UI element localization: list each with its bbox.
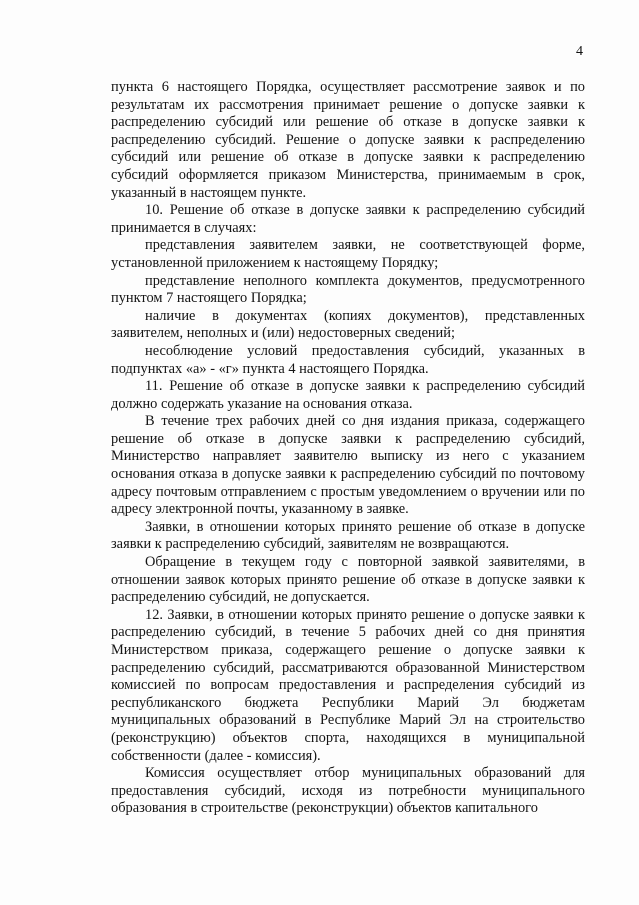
paragraph-case-invalid-data: наличие в документах (копиях документов), представленных заявителем, неполных и (или) недостоверных сведений; [111, 307, 585, 342]
paragraph-continuation: пункта 6 настоящего Порядка, осуществляет рассмотрение заявок и по результатам их рассмотрения принимает решение о допуске заявки к распределению субсидий или решение об отказе в допуске заявки к распределению субсидий. Решение о допуске заявки к распределению субсидий или решение об отказе в допуске заявки к распределению субсидий оформляется приказом Министерства, принимаемым в срок, указанный в настоящем пункте. [111, 79, 585, 201]
paragraph-commission: Комиссия осуществляет отбор муниципальных образований для предоставления субсидий, исходя из потребности муниципального образования в строительстве (реконструкции) объектов капитального [111, 765, 585, 817]
paragraph-case-form: представления заявителем заявки, не соответствующей форме, установленной приложением к настоящему Порядку; [111, 237, 585, 271]
paragraph-notification: В течение трех рабочих дней со дня издания приказа, содержащего решение об отказе в допуске заявки к распределению субсидий, Министерство направляет заявителю выписку из него с указанием основания отказа в допуске заявки к распределению субсидий по почтовому адресу почтовым отправлением с простым уведомлением о вручении или по адресу электронной почты, указанному в заявке. [111, 413, 585, 518]
paragraph-not-returned: Заявки, в отношении которых принято решение об отказе в допуске заявки к распределению субсидий, заявителям не возвращаются. [111, 518, 585, 553]
paragraph-item-12: 12. Заявки, в отношении которых принято решение о допуске заявки к распределению субсидий, в течение 5 рабочих дней со дня принятия Министерством приказа, содержащего решение о допуске заявки к распределению субсидий, рассматриваются образованной Министерством комиссией по вопросам предоставления и распределения субсидий из республиканского бюджета Республики Марий Эл бюджетам муниципальных образований в Республике Марий Эл на строительство (реконструкцию) объектов спорта, находящихся в муниципальной собственности (далее - комиссия). [111, 606, 585, 764]
paragraph-item-11: 11. Решение об отказе в допуске заявки к распределению субсидий должно содержать указание на основания отказа. [111, 378, 585, 412]
document-body [111, 79, 585, 818]
paragraph-case-incomplete: представление неполного комплекта документов, предусмотренного пунктом 7 настоящего Порядка; [111, 272, 585, 307]
paragraph-case-conditions: несоблюдение условий предоставления субсидий, указанных в подпунктах «а» - «г» пункта 4 настоящего Порядка. [111, 342, 585, 377]
page-number: 4 [576, 44, 583, 59]
paragraph-repeat-application: Обращение в текущем году с повторной заявкой заявителями, в отношении заявок которых принято решение об отказе в допуске заявки к распределению субсидий, не допускается. [111, 554, 585, 606]
paragraph-item-10: 10. Решение об отказе в допуске заявки к распределению субсидий принимается в случаях: [111, 202, 585, 236]
